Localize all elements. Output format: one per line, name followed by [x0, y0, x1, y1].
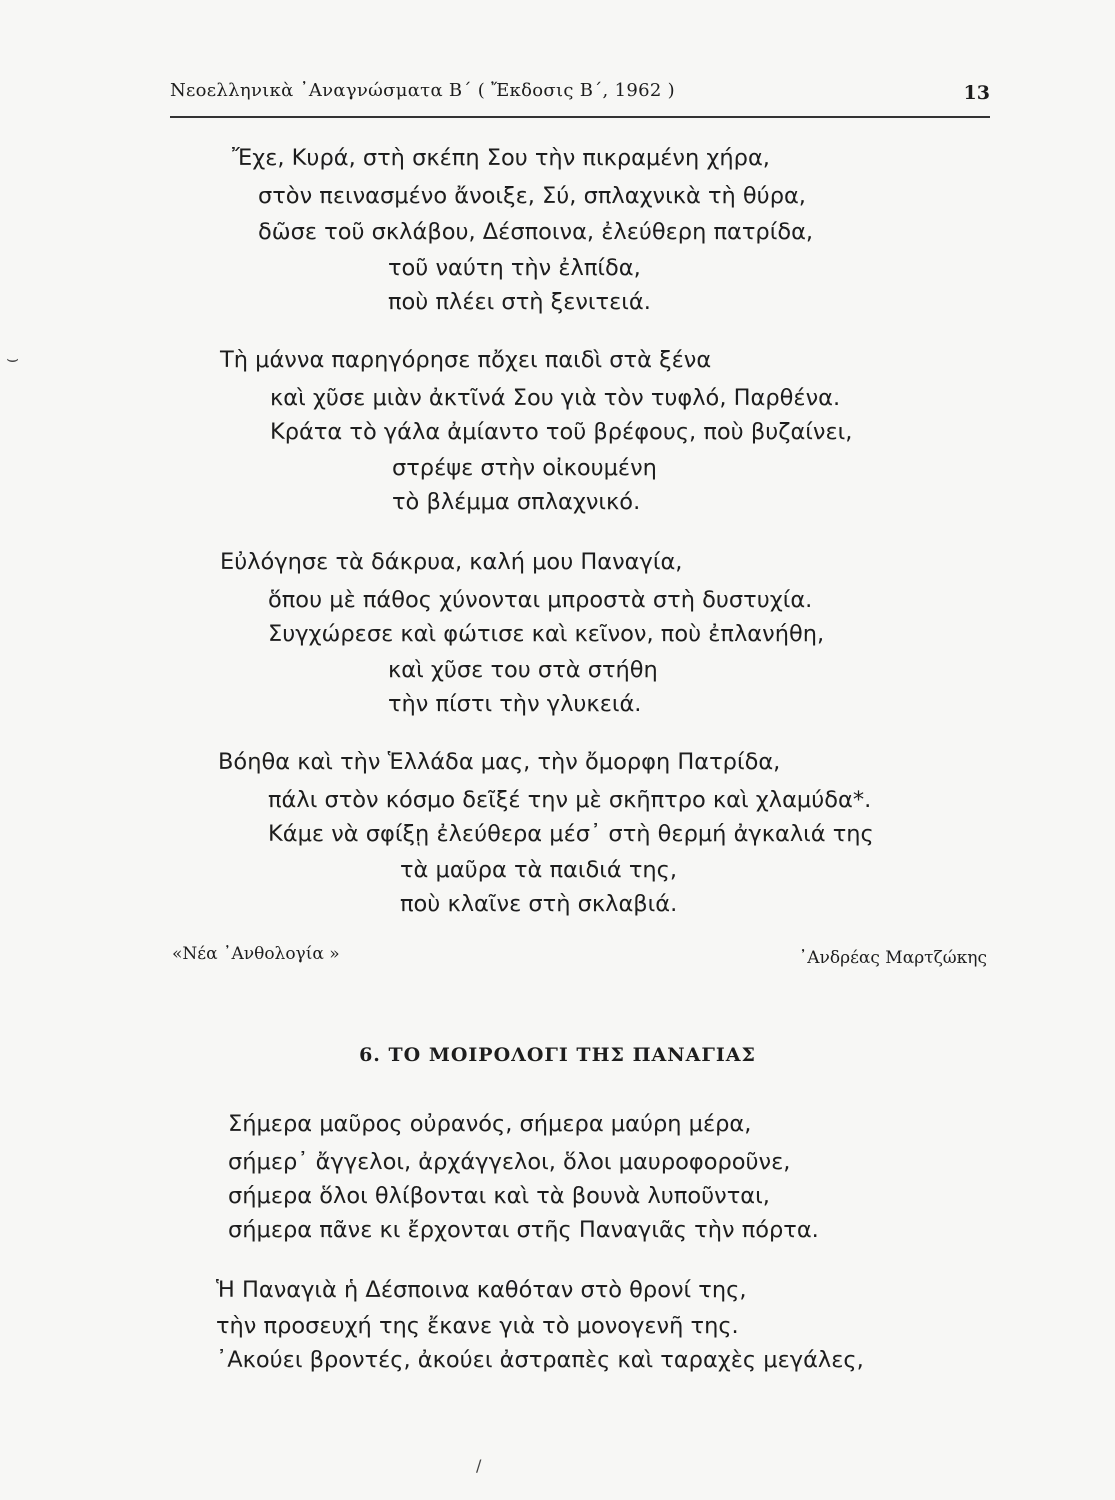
- poem-line: στρέψε στὴν οἰκουμένη: [392, 455, 657, 481]
- poem-line: σήμερ᾿ ἄγγελοι, ἀρχάγγελοι, ὅλοι μαυροφοροῦνε,: [228, 1149, 791, 1175]
- source-attribution: «Νέα ᾿Ανθολογία »: [172, 944, 340, 964]
- poem-line: ᾿Ακούει βροντές, ἀκούει ἀστραπὲς καὶ ταραχὲς μεγάλες,: [216, 1347, 864, 1373]
- section-heading: 6. ΤΟ ΜΟΙΡΟΛΟΓΙ ΤΗΣ ΠΑΝΑΓΙΑΣ: [359, 1044, 756, 1066]
- running-header: [170, 72, 990, 118]
- poem-line: τὰ μαῦρα τὰ παιδιά της,: [400, 857, 678, 883]
- poem-line: δῶσε τοῦ σκλάβου, Δέσποινα, ἐλεύθερη πατρίδα,: [258, 219, 814, 245]
- poem-line: καὶ χῦσε του στὰ στήθη: [388, 657, 658, 683]
- poem-line: Κάμε νὰ σφίξῃ ἐλεύθερα μέσ᾿ στὴ θερμή ἀγκαλιά της: [268, 821, 874, 847]
- print-speck: /: [476, 1456, 482, 1475]
- poem-line: τὴν προσευχή της ἔκανε γιὰ τὸ μονογενῆ της.: [216, 1313, 739, 1339]
- poem-line: Σήμερα μαῦρος οὐρανός, σήμερα μαύρη μέρα,: [228, 1111, 752, 1137]
- poem-line: σήμερα πᾶνε κι ἔρχονται στῆς Παναγιᾶς τὴν πόρτα.: [228, 1217, 819, 1243]
- margin-mark: ⌣: [6, 346, 20, 370]
- poem-line: ποὺ πλέει στὴ ξενιτειά.: [388, 289, 651, 315]
- poem-line: πάλι στὸν κόσμο δεῖξέ την μὲ σκῆπτρο καὶ χλαμύδα*.: [268, 787, 872, 813]
- header-title: Νεοελληνικὰ ᾿Αναγνώσματα Β΄ ( Ἔκδοσις Β΄, 1962 ): [170, 80, 675, 101]
- poem-line: Ἔχε, Κυρά, στὴ σκέπη Σου τὴν πικραμένη χήρα,: [232, 145, 770, 171]
- poem-line: Τὴ μάννα παρηγόρησε πὄχει παιδὶ στὰ ξένα: [220, 347, 712, 373]
- page-number: 13: [963, 82, 990, 104]
- poem-line: καὶ χῦσε μιὰν ἀκτῖνά Σου γιὰ τὸν τυφλό, Παρθένα.: [270, 385, 841, 411]
- poem-line: σήμερα ὅλοι θλίβονται καὶ τὰ βουνὰ λυποῦνται,: [228, 1183, 770, 1209]
- poem-line: τὴν πίστι τὴν γλυκειά.: [388, 691, 642, 717]
- poem-line: Εὐλόγησε τὰ δάκρυα, καλή μου Παναγία,: [220, 549, 683, 575]
- poem-line: τὸ βλέμμα σπλαχνικό.: [392, 489, 641, 515]
- poem-line: Κράτα τὸ γάλα ἀμίαντο τοῦ βρέφους, ποὺ βυζαίνει,: [270, 419, 853, 445]
- poem-line: Ἡ Παναγιὰ ἡ Δέσποινα καθόταν στὸ θρονί της,: [216, 1277, 747, 1303]
- poem-line: ποὺ κλαῖνε στὴ σκλαβιά.: [400, 891, 678, 917]
- poem-line: Βόηθα καὶ τὴν Ἑλλάδα μας, τὴν ὄμορφη Πατρίδα,: [218, 749, 781, 775]
- poem-line: τοῦ ναύτη τὴν ἐλπίδα,: [388, 255, 641, 281]
- poem-line: Συγχώρεσε καὶ φώτισε καὶ κεῖνον, ποὺ ἐπλανήθη,: [268, 621, 825, 647]
- poem-line: στὸν πεινασμένο ἄνοιξε, Σύ, σπλαχνικὰ τὴ θύρα,: [258, 183, 806, 209]
- poem-line: ὅπου μὲ πάθος χύνονται μπροστὰ στὴ δυστυχία.: [268, 587, 813, 613]
- author-attribution: ᾿Ανδρέας Μαρτζώκης: [798, 948, 987, 968]
